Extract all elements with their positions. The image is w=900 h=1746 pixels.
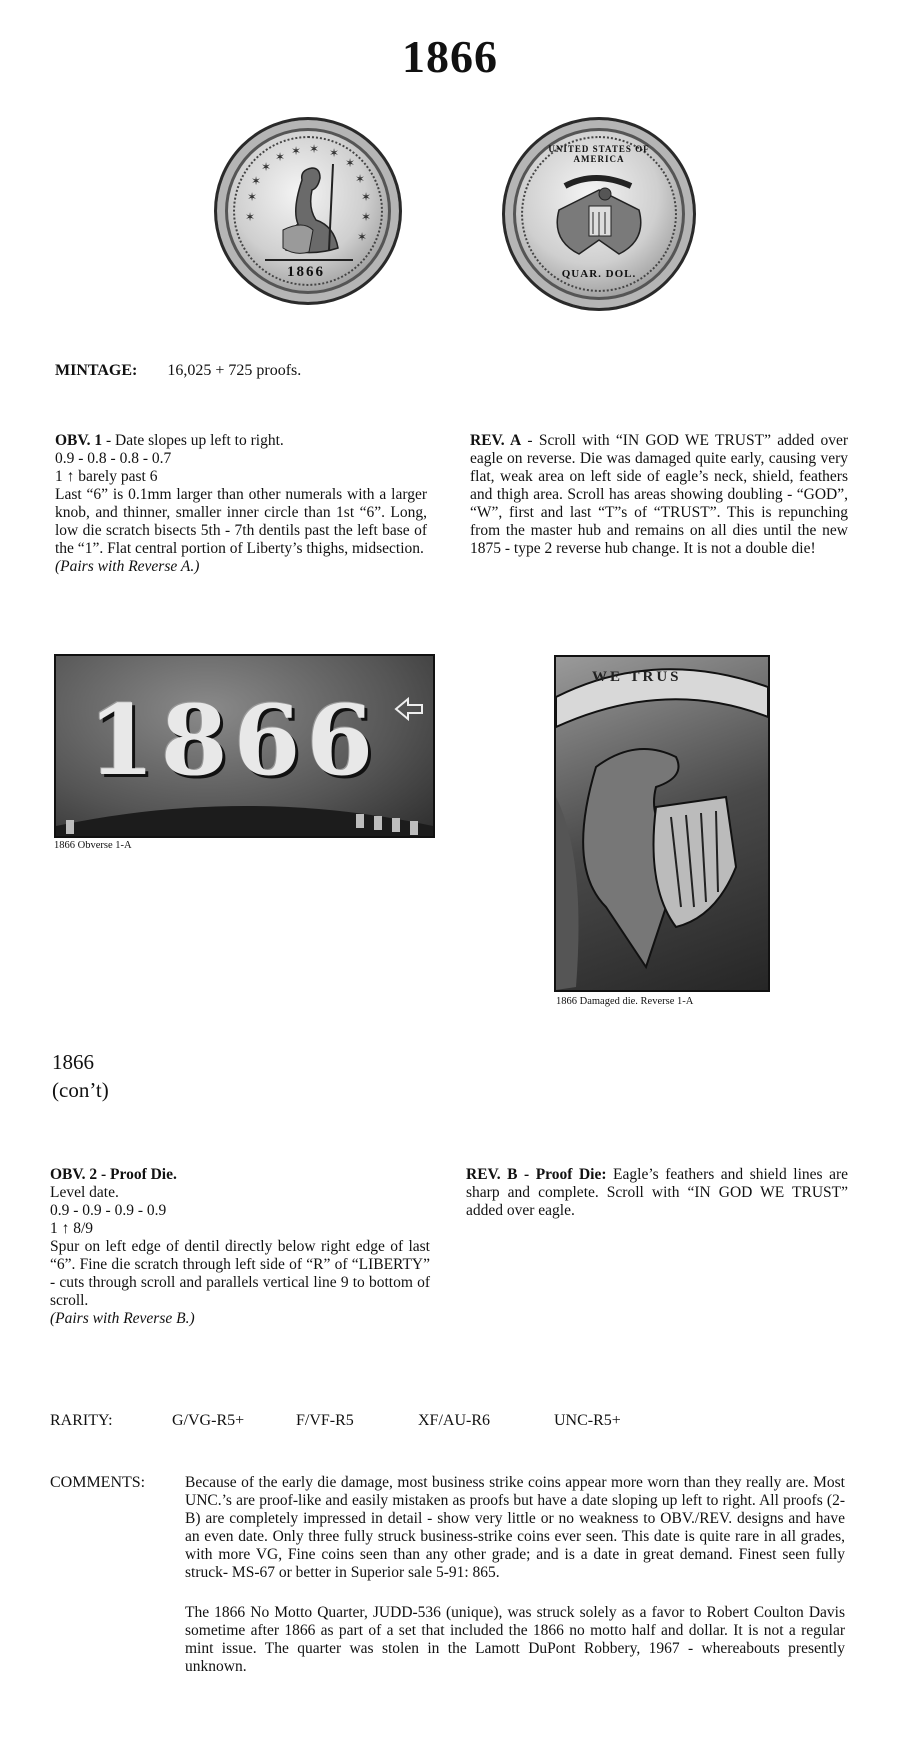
comments-label: COMMENTS: <box>50 1474 146 1491</box>
obv1-heading: OBV. 1 <box>55 432 103 449</box>
revb-heading: REV. B - Proof Die: <box>466 1166 607 1183</box>
coin-date: 1866 <box>287 264 325 280</box>
scroll-text: WE TRUS <box>592 669 682 685</box>
mintage-value: 16,025 + 725 proofs. <box>167 362 302 379</box>
comments-paragraph-2: The 1866 No Motto Quarter, JUDD-536 (unique), was struck solely as a favor to Robert Coulton Davis sometime after 1866 as part of a set that included the 1866 no motto half and dollar. It is not a regular mint issue. The quarter was stolen in the Lamott DuPont Robbery, 1967 - whereabouts presently unknown. <box>185 1604 845 1675</box>
reverse-eagle-photo <box>554 655 770 992</box>
obv1-pairs: (Pairs with Reverse A.) <box>55 558 200 575</box>
section2-year: 1866 <box>52 1050 94 1074</box>
photo2-caption: 1866 Damaged die. Reverse 1-A <box>556 996 694 1007</box>
photo1-caption: 1866 Obverse 1-A <box>54 840 132 851</box>
obv2-pairs: (Pairs with Reverse B.) <box>50 1310 195 1327</box>
reva-body: - Scroll with “IN GOD WE TRUST” added over eagle on reverse. Die was damaged quite early, causing very flat, weak area on left side of eagle’s neck, shield, feathers and thigh area. Scroll has areas showing doubling - “GOD”, “W”, first and last “T”s of “TRUST”. This is repunching from the master hub and remains on all dies until the new 1875 - type 2 reverse hub change. It is not a double die! <box>470 432 848 557</box>
dentils-decoration <box>56 796 433 836</box>
obv2-line-2: 0.9 - 0.9 - 0.9 - 0.9 <box>50 1202 167 1219</box>
obv2-block <box>50 1166 430 1328</box>
coin-denomination: QUAR. DOL. <box>561 268 637 280</box>
reva-heading: REV. A <box>470 432 522 449</box>
section2-subtitle: (con’t) <box>52 1078 109 1102</box>
page-title: 1866 <box>402 31 498 82</box>
mintage-line <box>55 362 301 380</box>
coin-obverse-image: ✶ ✶ ✶ ✶ ✶ ✶ ✶ ✶ ✶ ✶ ✶ ✶ ✶ 1866 <box>214 117 402 305</box>
obv1-heading-rest: - Date slopes up left to right. <box>102 432 284 449</box>
eagle-detail-icon <box>556 657 768 990</box>
coin-reverse-image <box>502 117 696 311</box>
comments-paragraph-1: Because of the early die damage, most business strike coins appear more worn than they really are. Most UNC.’s are proof-like and easily mistaken as proofs but have a date sloping up left to right. All proofs (2-B) are completely impressed in detail - show very little or no weakness to OBV./REV. designs and have an even date. Only three fully struck business-strike coins ever seen. This date is quite rare in all grades, with more VG, Fine coins seen than any other grade; and is a date in great demand. Finest seen fully struck- MS-67 or better in Superior sale 5-91: 865. <box>185 1474 845 1581</box>
obv1-body: Last “6” is 0.1mm larger than other numerals with a larger knob, and thinner, smaller inner circle than 1st “6”. Long, low die scratch bisects 5th - 7th dentils past the left base of the “1”. Flat central portion of Liberty’s thighs, midsection. <box>55 486 427 557</box>
section2-title <box>52 1048 109 1104</box>
obverse-date-photo <box>54 654 435 838</box>
rarity-grade-f-vf: F/VF-R5 <box>296 1412 354 1429</box>
rarity-grade-g-vg: G/VG-R5+ <box>172 1412 245 1429</box>
obv1-line-1: 0.9 - 0.8 - 0.8 - 0.7 <box>55 450 172 467</box>
rarity-grade-unc: UNC-R5+ <box>554 1412 621 1429</box>
obv2-heading: OBV. 2 - Proof Die. <box>50 1166 177 1183</box>
rarity-grade-xf-au: XF/AU-R6 <box>418 1412 491 1429</box>
date-digits: 1866 <box>88 684 380 797</box>
obv1-line-2: 1 ↑ barely past 6 <box>55 468 158 485</box>
comments-body <box>185 1474 845 1698</box>
arrow-left-icon <box>392 696 426 722</box>
obv2-body: Spur on left edge of dentil directly below right edge of last “6”. Fine die scratch through left side of “R” of “LIBERTY” - cuts through scroll and parallels vertical line 9 to bottom of scroll. <box>50 1238 430 1309</box>
obv2-line-1: Level date. <box>50 1184 119 1201</box>
mintage-label: MINTAGE: <box>55 362 138 379</box>
revb-block <box>466 1166 848 1220</box>
obv2-line-3: 1 ↑ 8/9 <box>50 1220 94 1237</box>
reva-block <box>470 432 848 558</box>
obv1-block <box>55 432 427 576</box>
rarity-label: RARITY: <box>50 1412 113 1429</box>
revb-body: Eagle’s feathers and shield lines are sharp and complete. Scroll with “IN GOD WE TRUST” added over eagle. <box>466 1166 848 1219</box>
coin-legend: UNITED STATES OF AMERICA <box>548 144 650 164</box>
